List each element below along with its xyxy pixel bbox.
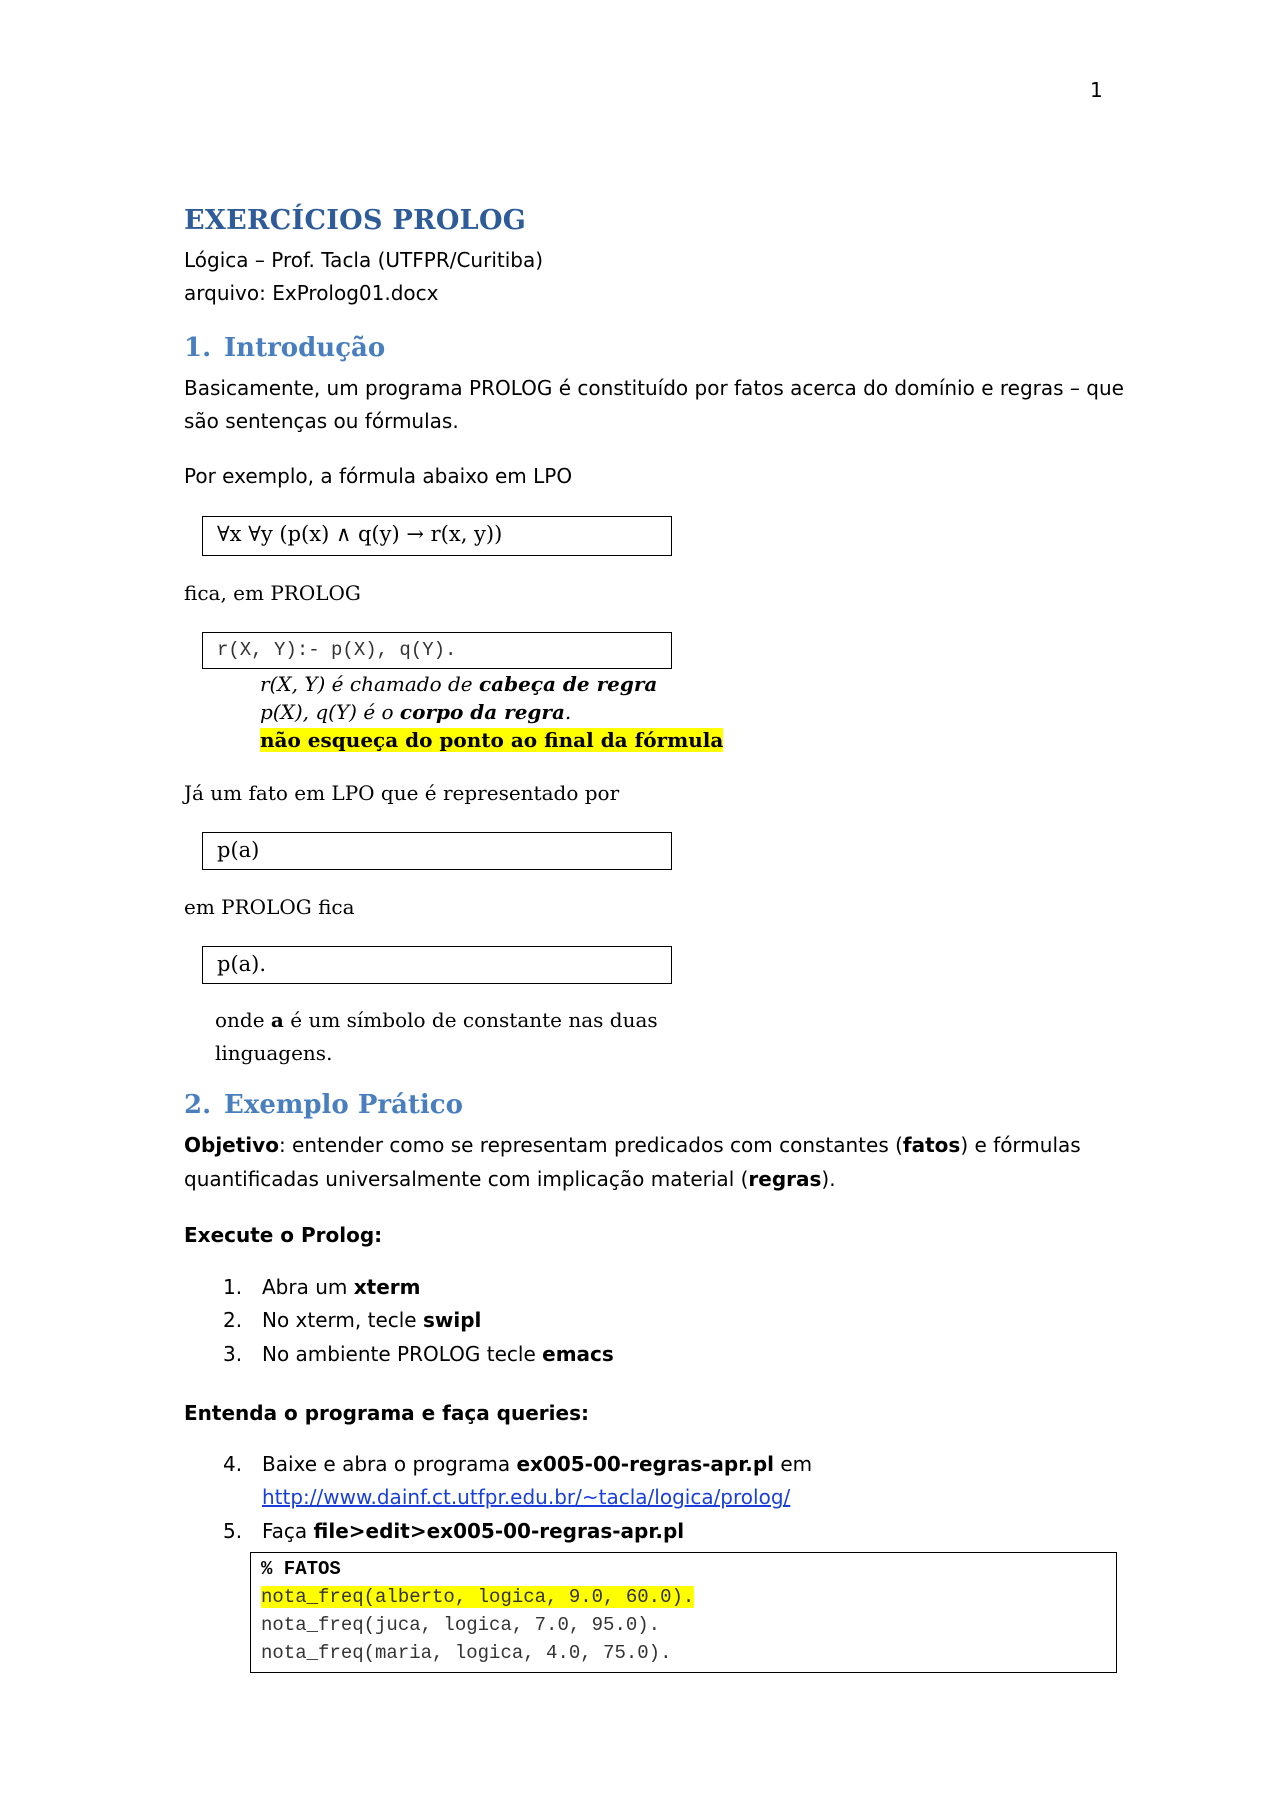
- code-block: [250, 1552, 1117, 1673]
- code-line: nota_freq(juca, logica, 7.0, 95.0).: [261, 1614, 661, 1636]
- list-item-number: 5.: [223, 1519, 243, 1543]
- section-heading-introducao: [184, 333, 385, 363]
- entenda-heading: Entenda o programa e faça queries:: [184, 1401, 589, 1425]
- subtitle-file: arquivo: ExProlog01.docx: [184, 281, 439, 305]
- step4-link-line: [262, 1485, 790, 1509]
- list-item-number: 2.: [223, 1308, 243, 1332]
- example-intro: Por exemplo, a fórmula abaixo em LPO: [184, 464, 573, 488]
- section-title: Exemplo Prático: [224, 1090, 463, 1120]
- section-number: 1.: [184, 333, 212, 363]
- list-item-number: 4.: [223, 1452, 243, 1476]
- list-item-step4: Baixe e abra o programa ex005-00-regras-apr.pl em: [262, 1452, 813, 1476]
- fica-em-prolog: fica, em PROLOG: [184, 581, 361, 605]
- code-line-highlighted: nota_freq(alberto, logica, 9.0, 60.0).: [261, 1586, 695, 1608]
- fato-intro: Já um fato em LPO que é representado por: [184, 781, 620, 805]
- objetivo-line2: quantificadas universalmente com implicação material (regras).: [184, 1167, 836, 1191]
- fato-lpo-box: [202, 832, 672, 870]
- course-url-link[interactable]: http://www.dainf.ct.utfpr.edu.br/~tacla/logica/prolog/: [262, 1485, 791, 1509]
- section-title: Introdução: [224, 333, 386, 363]
- list-item-number: 3.: [223, 1342, 243, 1366]
- em-prolog-fica: em PROLOG fica: [184, 895, 355, 919]
- formula-lpo-box: [202, 516, 672, 556]
- formula-prolog: r(X, Y):- p(X), q(Y).: [217, 639, 457, 661]
- section-number: 2.: [184, 1090, 212, 1120]
- rule-note-highlight: não esqueça do ponto ao final da fórmula: [260, 728, 724, 752]
- subtitle-author: Lógica – Prof. Tacla (UTFPR/Curitiba): [184, 248, 544, 272]
- objetivo-line1: Objetivo: entender como se representam predicados com constantes (fatos) e fórmulas: [184, 1133, 1081, 1157]
- formula-lpo: ∀x ∀y (p(x) ∧ q(y) → r(x, y)): [217, 522, 503, 546]
- fato-lpo: p(a): [217, 838, 260, 862]
- list-item-number: 1.: [223, 1275, 243, 1299]
- fato-prolog-box: [202, 946, 672, 984]
- section-heading-exemplo: [184, 1090, 463, 1120]
- code-line-comment: % FATOS: [261, 1558, 341, 1580]
- page-title: EXERCÍCIOS PROLOG: [184, 205, 527, 236]
- fato-prolog: p(a).: [217, 952, 267, 976]
- list-item-step5: Faça file>edit>ex005-00-regras-apr.pl: [262, 1519, 685, 1543]
- page-number: 1: [1090, 78, 1103, 102]
- intro-paragraph-line2: são sentenças ou fórmulas.: [184, 409, 459, 433]
- list-item: No ambiente PROLOG tecle emacs: [262, 1342, 614, 1366]
- rule-note-head: r(X, Y) é chamado de cabeça de regra: [260, 672, 658, 696]
- list-item: Abra um xterm: [262, 1275, 421, 1299]
- execute-heading: Execute o Prolog:: [184, 1223, 383, 1247]
- rule-note-body: p(X), q(Y) é o corpo da regra.: [260, 700, 572, 724]
- formula-prolog-box: [202, 632, 672, 669]
- list-item: No xterm, tecle swipl: [262, 1308, 482, 1332]
- onde-note-line1: onde a é um símbolo de constante nas duas: [215, 1008, 658, 1032]
- onde-note-line2: linguagens.: [215, 1041, 333, 1065]
- intro-paragraph-line1: Basicamente, um programa PROLOG é constituído por fatos acerca do domínio e regras – que: [184, 376, 1124, 400]
- code-line: nota_freq(maria, logica, 4.0, 75.0).: [261, 1642, 672, 1664]
